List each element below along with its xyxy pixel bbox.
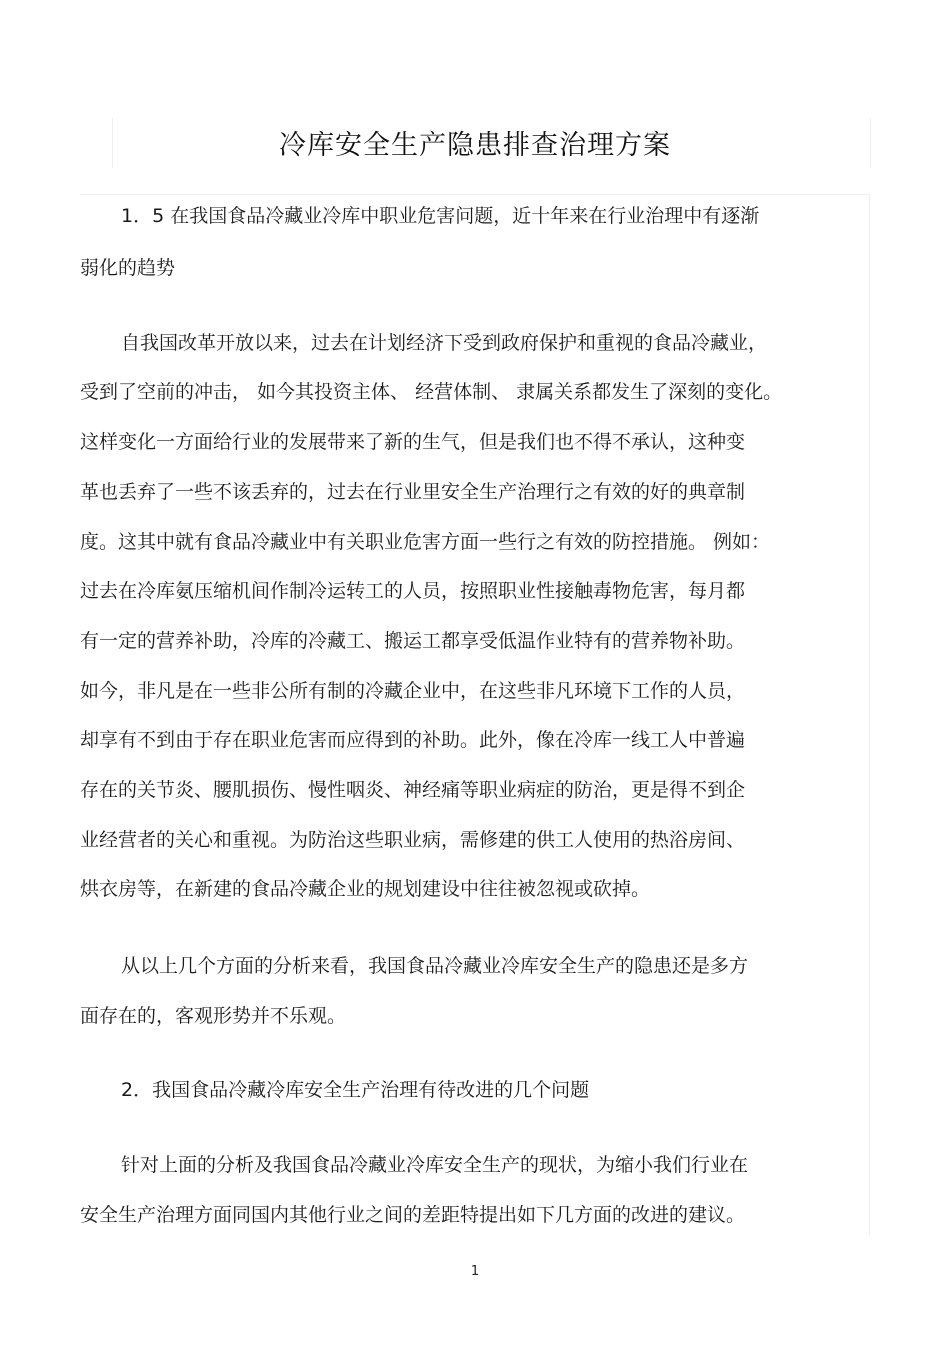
document-title: 冷库安全生产隐患排查治理方案 [279, 130, 671, 161]
text-line: 如今，非凡是在一些非公所有制的冷藏企业中，在这些非凡环境下工作的人员， [80, 680, 746, 702]
text-line: 革也丢弃了一些不该丢弃的，过去在行业里安全生产治理行之有效的好的典章制 [80, 481, 746, 503]
text-line: 1．5 在我国食品冷藏业冷库中职业危害问题，近十年来在行业治理中有逐渐 [121, 205, 760, 227]
section-heading: 2．我国食品冷藏冷库安全生产治理有待改进的几个问题 [121, 1079, 590, 1101]
text-line: 弱化的趋势 [80, 257, 176, 279]
text-line: 面存在的，客观形势并不乐观。 [80, 1005, 347, 1027]
text-line: 度。这其中就有食品冷藏业中有关职业危害方面一些行之有效的防控措施。 例如： [80, 531, 771, 553]
text-line: 业经营者的关心和重视。为防治这些职业病，需修建的供工人使用的热浴房间、 [80, 829, 746, 851]
text-line: 针对上面的分析及我国食品冷藏业冷库安全生产的现状，为缩小我们行业在 [121, 1154, 749, 1176]
text-line: 却享有不到由于存在职业危害而应得到的补助。此外，像在冷库一线工人中普遍 [80, 729, 746, 751]
text-line: 这样变化一方面给行业的发展带来了新的生气，但是我们也不得不承认，这种变 [80, 431, 746, 453]
text-line: 受到了空前的冲击， 如今其投资主体、 经营体制、 隶属关系都发生了深刻的变化。 [80, 381, 783, 403]
text-line: 自我国改革开放以来，过去在计划经济下受到政府保护和重视的食品冷藏业， [121, 332, 768, 354]
text-line: 烘衣房等，在新建的食品冷藏企业的规划建设中往往被忽视或砍掉。 [80, 878, 651, 900]
text-line: 有一定的营养补助，冷库的冷藏工、搬运工都享受低温作业特有的营养物补助。 [80, 630, 746, 652]
text-line: 从以上几个方面的分析来看，我国食品冷藏业冷库安全生产的隐患还是多方 [121, 955, 749, 977]
text-line: 过去在冷库氨压缩机间作制冷运转工的人员，按照职业性接触毒物危害，每月都 [80, 580, 746, 602]
text-line: 安全生产治理方面同国内其他行业之间的差距特提出如下几方面的改进的建议。 [80, 1204, 746, 1226]
page-number: 1 [470, 1264, 480, 1279]
text-line: 存在的关节炎、腰肌损伤、慢性咽炎、神经痛等职业病症的防治，更是得不到企 [80, 779, 746, 801]
